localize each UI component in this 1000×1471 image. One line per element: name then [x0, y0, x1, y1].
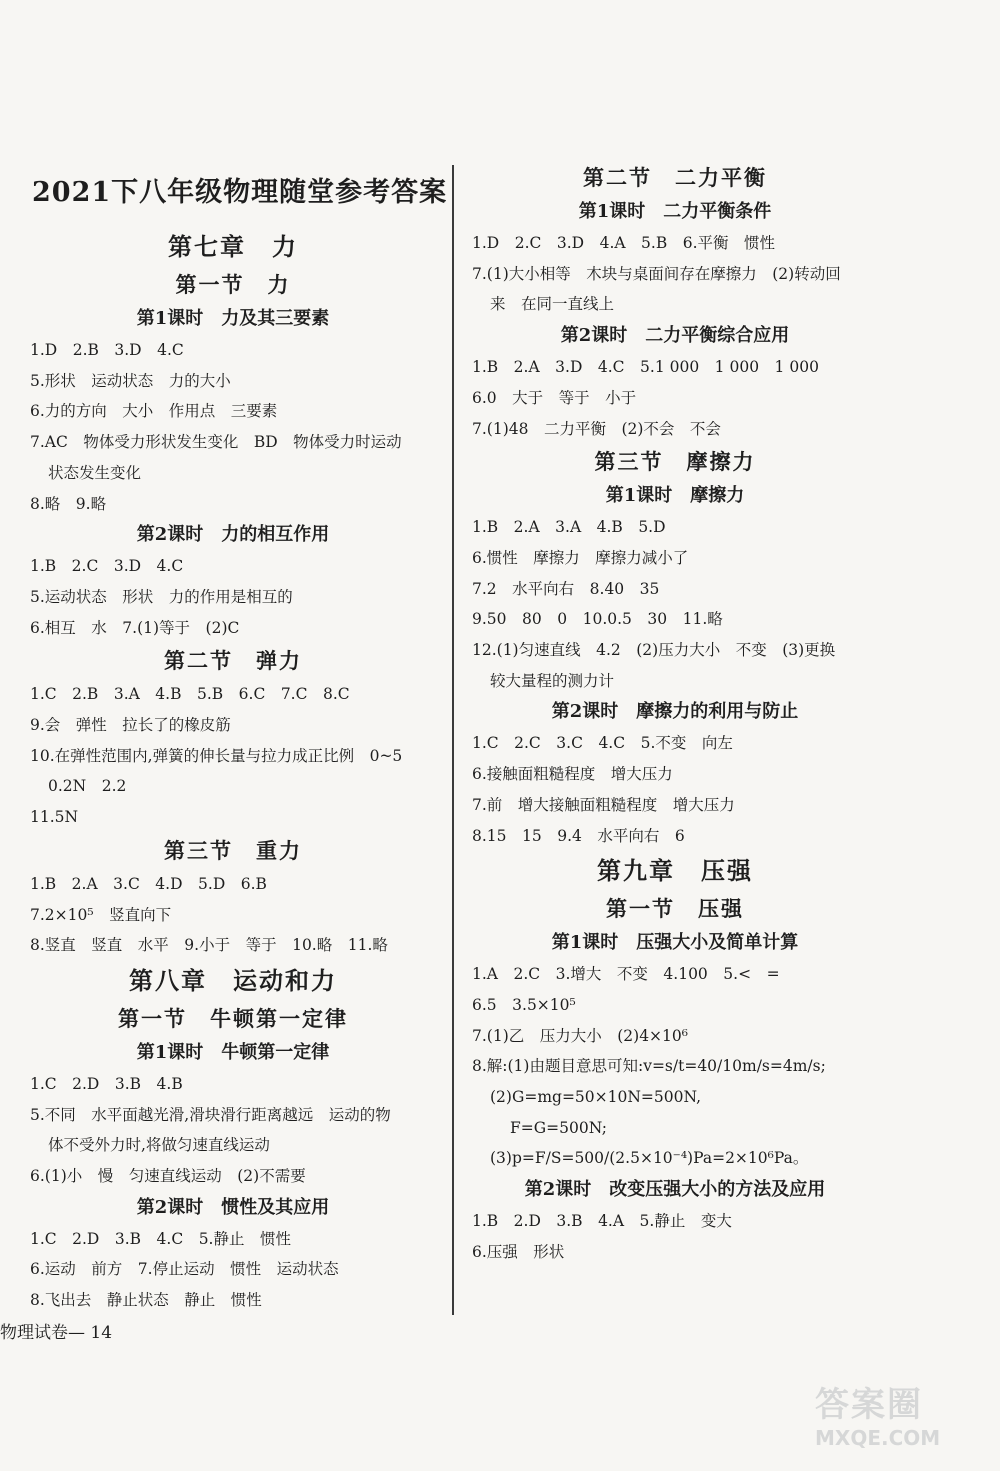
- answer-line-continued: (2)G=mg=50×10N=500N,: [490, 1088, 701, 1107]
- section-heading: 第二节 二力平衡: [583, 165, 767, 190]
- lesson-heading: 第1课时 力及其三要素: [136, 308, 330, 329]
- answer-line: 12.(1)匀速直线 4.2 (2)压力大小 不变 (3)更换: [472, 641, 836, 660]
- answer-line: 6.接触面粗糙程度 增大压力: [472, 765, 673, 784]
- lesson-heading: 第2课时 改变压强大小的方法及应用: [524, 1179, 826, 1201]
- answer-line: 6.相互 水 7.(1)等于 (2)C: [30, 618, 240, 637]
- page-footer: 物理试卷— 14: [0, 1323, 113, 1343]
- answer-line: 8.解:(1)由题目意思可知:v=s/t=40/10m/s=4m/s;: [472, 1057, 826, 1076]
- lesson-heading: 第2课时 摩擦力的利用与防止: [551, 701, 799, 723]
- watermark-url: MXQE.COM: [815, 1426, 941, 1450]
- answer-line: 7.前 增大接触面粗糙程度 增大压力: [472, 795, 735, 814]
- answer-line-continued: 来 在同一直线上: [490, 295, 615, 314]
- answer-line-continued: (3)p=F/S=500/(2.5×10⁻⁴)Pa=2×10⁶Pa。: [490, 1149, 809, 1168]
- answer-line: 1.B 2.A 3.C 4.D 5.D 6.B: [30, 874, 267, 893]
- answer-line: 8.略 9.略: [30, 494, 107, 513]
- answer-line: 5.不同 水平面越光滑,滑块滑行距离越远 运动的物: [30, 1105, 391, 1124]
- chapter-heading: 第九章 压强: [597, 856, 753, 886]
- answer-line: 1.B 2.C 3.D 4.C: [30, 557, 184, 576]
- answer-line: 6.运动 前方 7.停止运动 惯性 运动状态: [30, 1260, 339, 1279]
- answer-line: 1.B 2.A 3.D 4.C 5.1 000 1 000 1 000: [472, 358, 819, 377]
- right-column: [470, 160, 880, 1268]
- lesson-heading: 第1课时 摩擦力: [605, 485, 745, 507]
- answer-line: 8.竖直 竖直 水平 9.小于 等于 10.略 11.略: [30, 936, 388, 955]
- answer-line: 1.C 2.B 3.A 4.B 5.B 6.C 7.C 8.C: [30, 685, 350, 704]
- answer-line: 1.B 2.A 3.A 4.B 5.D: [472, 518, 666, 537]
- answer-line-continued: F=G=500N;: [510, 1118, 607, 1137]
- lesson-heading: 第2课时 二力平衡综合应用: [560, 325, 790, 347]
- answer-line: 1.D 2.C 3.D 4.A 5.B 6.平衡 惯性: [472, 234, 776, 252]
- page-title: 2021下八年级物理随堂参考答案: [32, 177, 448, 208]
- lesson-heading: 第1课时 牛顿第一定律: [136, 1041, 330, 1063]
- section-heading: 第二节 弹力: [164, 648, 302, 674]
- answer-line: 7.2×10⁵ 竖直向下: [30, 905, 172, 924]
- lesson-heading: 第2课时 惯性及其应用: [136, 1196, 330, 1218]
- left-column: [28, 160, 448, 1316]
- answer-line: 7.(1)大小相等 木块与桌面间存在摩擦力 (2)转动回: [472, 264, 841, 283]
- column-divider: [452, 165, 454, 1315]
- answer-line: 6.5 3.5×10⁵: [472, 995, 576, 1014]
- answer-line: 1.B 2.D 3.B 4.A 5.静止 变大: [472, 1212, 732, 1231]
- answer-line: 7.AC 物体受力形状发生变化 BD 物体受力时运动: [30, 433, 402, 452]
- section-heading: 第一节 牛顿第一定律: [118, 1005, 348, 1031]
- answer-line: 6.压强 形状: [472, 1242, 565, 1261]
- section-heading: 第三节 重力: [164, 837, 302, 863]
- answer-line: 1.C 2.C 3.C 4.C 5.不变 向左: [472, 734, 733, 753]
- answer-line-continued: 0.2N 2.2: [48, 777, 127, 796]
- answer-line-continued: 状态发生变化: [48, 463, 142, 482]
- answer-line: 7.(1)48 二力平衡 (2)不会 不会: [472, 419, 721, 438]
- answer-line-continued: 体不受外力时,将做匀速直线运动: [48, 1136, 270, 1155]
- section-heading: 第一节 压强: [606, 896, 744, 922]
- answer-line: 6.0 大于 等于 小于: [472, 388, 637, 407]
- answer-line: 8.飞出去 静止状态 静止 惯性: [30, 1291, 262, 1310]
- answer-line: 8.15 15 9.4 水平向右 6: [472, 826, 685, 845]
- lesson-heading: 第1课时 压强大小及简单计算: [551, 932, 799, 954]
- answer-line: 6.惯性 摩擦力 摩擦力减小了: [472, 548, 689, 567]
- section-heading: 第一节 力: [175, 272, 291, 297]
- answer-line: 10.在弹性范围内,弹簧的伸长量与拉力成正比例 0~5: [30, 746, 403, 765]
- chapter-heading: 第七章 力: [168, 232, 298, 261]
- answer-line: 1.D 2.B 3.D 4.C: [30, 341, 184, 359]
- answer-line: 1.C 2.D 3.B 4.C 5.静止 惯性: [30, 1229, 291, 1248]
- answer-line: 5.形状 运动状态 力的大小: [30, 371, 231, 390]
- answer-line: 11.5N: [30, 808, 79, 827]
- answer-line: 5.运动状态 形状 力的作用是相互的: [30, 587, 293, 606]
- answer-line: 6.(1)小 慢 匀速直线运动 (2)不需要: [30, 1167, 306, 1186]
- answer-line: 9.50 80 0 10.0.5 30 11.略: [472, 610, 723, 629]
- answer-line: 1.A 2.C 3.增大 不变 4.100 5.< =: [472, 965, 780, 984]
- lesson-heading: 第2课时 力的相互作用: [136, 524, 330, 546]
- chapter-heading: 第八章 运动和力: [129, 965, 337, 995]
- answer-line-continued: 较大量程的测力计: [490, 671, 615, 690]
- watermark-text: 答案圈: [815, 1385, 923, 1425]
- watermark-logo: [815, 1385, 985, 1465]
- section-heading: 第三节 摩擦力: [594, 449, 756, 475]
- answer-line: 9.会 弹性 拉长了的橡皮筋: [30, 716, 231, 735]
- answer-line: 1.C 2.D 3.B 4.B: [30, 1074, 183, 1093]
- answer-line: 7.(1)乙 压力大小 (2)4×10⁶: [472, 1026, 688, 1045]
- answer-line: 6.力的方向 大小 作用点 三要素: [30, 402, 278, 421]
- answer-line: 7.2 水平向右 8.40 35: [472, 579, 660, 598]
- lesson-heading: 第1课时 二力平衡条件: [578, 201, 772, 222]
